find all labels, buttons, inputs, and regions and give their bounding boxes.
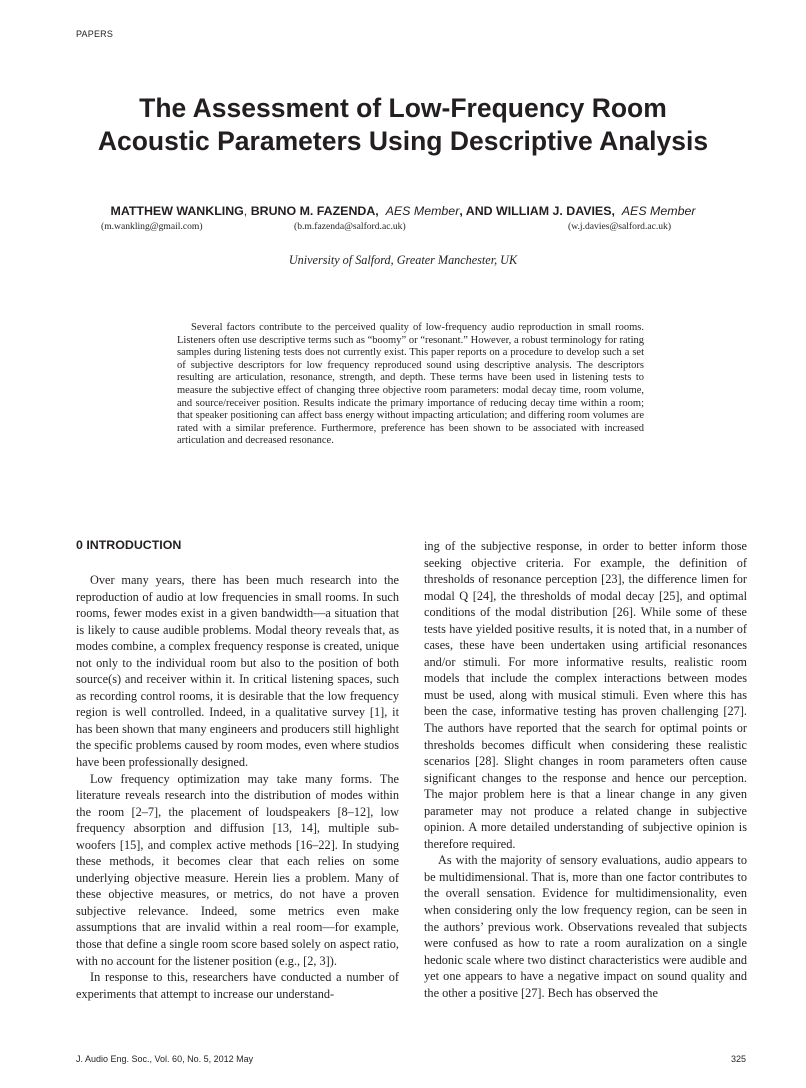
page-number: 325	[730, 1054, 746, 1064]
paper-title	[0, 92, 806, 158]
paragraph: Low frequency optimization may take many forms. The literature reveals research into the distribution of modes within the room [2–7], the placement of loudspeakers [8–12], low frequency absorption and diffusion [13, 14], multiple sub-woofers [15], and complex active methods [16–22]. In studying these methods, it becomes clear that each relies on some underlying objective measure. Herein lies a problem. Many of these objective measures, or metrics, do not have a proven subjective relevance. Indeed, some metrics even make assumptions that are invalid within a real room—for example, those that define a single room score based solely on aspect ratio, with no account for the listener position (e.g., [2, 3]).	[76, 771, 399, 968]
title-line-1: The Assessment of Low-Frequency Room	[139, 93, 667, 123]
body-column-left	[76, 572, 399, 1002]
author-wankling: MATTHEW WANKLING	[110, 204, 244, 218]
paragraph: As with the majority of sensory evaluations, audio appears to be multidimensional. That is, more than one factor contributes to the overall sensation. Evidence for multidimensionality, even when considering only the low frequency region, can be seen in the authors’ previous work. Observations revealed that subjects were confused as how to rate a room auralization on a single hedonic scale where two distinct characteristics were audible and yet one appears to have a negative impact on sound quality and the other a positive [27]. Bech has observed the	[424, 853, 747, 1000]
email-davies: (w.j.davies@salford.ac.uk)	[568, 221, 672, 232]
body-column-right	[424, 538, 747, 1001]
paragraph: In response to this, researchers have conducted a number of experiments that attempt to increase our understand-	[76, 970, 399, 1001]
abstract	[177, 322, 644, 448]
footer-journal-citation: J. Audio Eng. Soc., Vol. 60, No. 5, 2012 May	[76, 1054, 254, 1064]
running-head: PAPERS	[76, 29, 114, 39]
paragraph: ing of the subjective response, in order to better inform those seeking objective criteria. For example, the definition of thresholds of resonance perception [23], the difference limen for modal Q [24], the thresholds of modal decay [25], and optimal conditions of the modal distribution [26]. While some of these tests have yielded positive results, it is noted that, in a number of cases, these have been undertaken using artificial resonances and/or stimuli. For more informative results, realistic room models that include the complex interactions between modes must be used, along with musical stimuli. Even where this has been the case, informative testing has proven challenging [27]. The authors have reported that the search for optimal points or thresholds becomes difficult when considering these realistic scenarios [28]. Slight changes in room parameters often cause significant changes to the response and hence our perception. The major problem here is that a linear change in any given parameter may not produce a related change in subjective opinion. A more detailed understanding of subjective opinion is therefore required.	[424, 539, 747, 851]
author-separator: ,	[243, 204, 248, 218]
paragraph: Over many years, there has been much research into the reproduction of audio at low frequencies in small rooms. In such rooms, fewer modes exist in a given bandwidth—a situation that is likely to cause audible problems. Modal theory reveals that, as modes combine, a complex frequency response is created, unique not only to the individual room but also to the position of both source(s) and receiver within it. In critical listening spaces, such as recording control rooms, it is desirable that the low frequency region is well controlled. Indeed, in a qualitative survey [1], it has been shown that many engineers and producers still highlight the specific problems caused by room modes, even where studios have been professionally designed.	[76, 573, 399, 770]
author-fazenda: BRUNO M. FAZENDA,	[250, 204, 379, 218]
email-wankling: (m.wankling@gmail.com)	[101, 221, 203, 232]
membership-fazenda: AES Member	[385, 204, 460, 218]
section-heading-introduction: 0 INTRODUCTION	[76, 538, 182, 552]
author-davies: , AND WILLIAM J. DAVIES,	[459, 204, 615, 218]
affiliation: University of Salford, Greater Manchester, UK	[288, 253, 518, 267]
author-line	[0, 204, 806, 218]
email-fazenda: (b.m.fazenda@salford.ac.uk)	[294, 221, 406, 232]
membership-davies: AES Member	[621, 204, 696, 218]
title-line-2: Acoustic Parameters Using Descriptive Analysis	[97, 126, 709, 156]
abstract-text: Several factors contribute to the perceived quality of low-frequency audio reproduction in small rooms. Listeners often use descriptive terms such as “boomy” or “resonant.” However, a robust terminology for rating samples during listening tests does not currently exist. This paper reports on a procedure to develop such a set of subjective descriptors for low frequency reproduced sound using descriptive analysis. The descriptors resulting are articulation, resonance, strength, and depth. These terms have been used in listening tests to measure the subjective effect of changing three objective room parameters: modal decay time, room volume, and source/receiver position. Results indicate the primary importance of reducing decay time within a room; that speaker positioning can affect bass energy without impacting articulation; and differing room volumes are rated with a similar preference. Furthermore, preference has been shown to be associated with increased articulation and decreased resonance.	[177, 322, 644, 447]
